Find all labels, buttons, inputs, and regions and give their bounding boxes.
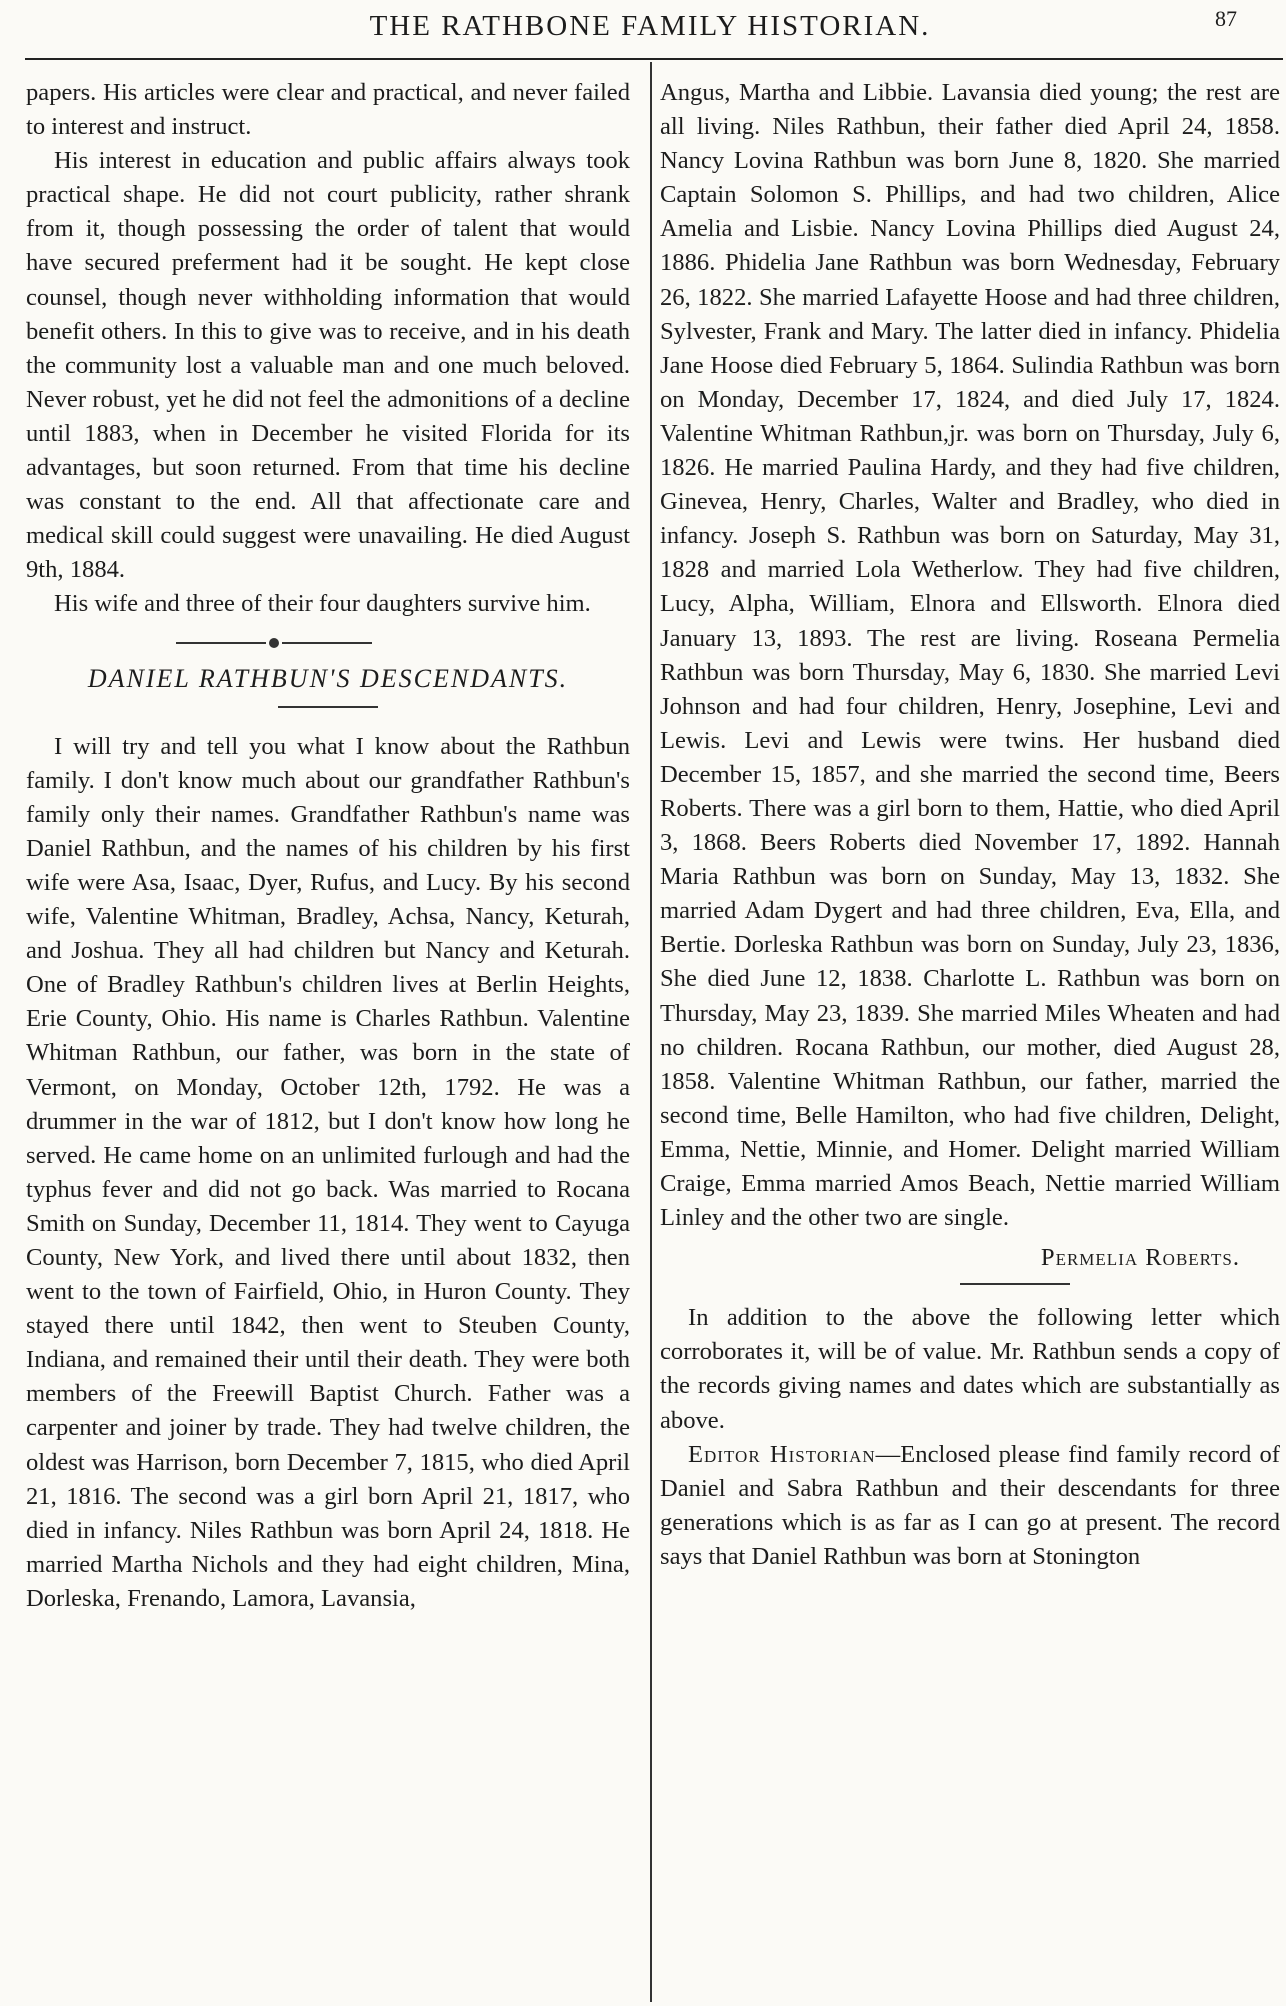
- column-divider: [650, 62, 652, 2002]
- paragraph: papers. His articles were clear and practical, and never failed to interest and instruct.: [26, 79, 630, 141]
- right-column: [660, 76, 1280, 1574]
- separator-rule: [960, 1283, 1070, 1285]
- editor-lead: Editor Historian: [688, 1440, 876, 1468]
- paragraph: His wife and three of their four daughters survive him.: [54, 590, 591, 618]
- heading-rule: [278, 706, 378, 708]
- editor-text: —Enclosed please find family record of Daniel and Sabra Rathbun and their descendants for three generations which is as far as I can go at present. The record says that Daniel Rathbun was born at Stonington: [660, 1440, 1280, 1570]
- paragraph: Angus, Martha and Libbie. Lavansia died young; the rest are all living. Niles Rathbun, their father died April 24, 1858. Nancy Lovina Rathbun was born June 8, 1820. She married Captain Solomon S. Phillips, and had two children, Alice Amelia and Lisbie. Nancy Lovina Phillips died August 24, 1886. Phidelia Jane Rathbun was born Wednesday, February 26, 1822. She married Lafayette Hoose and had three children, Sylvester, Frank and Mary. The latter died in infancy. Phidelia Jane Hoose died February 5, 1864. Sulindia Rathbun was born on Monday, December 17, 1824, and died July 17, 1824. Valentine Whitman Rathbun,jr. was born on Thursday, July 6, 1826. He married Paulina Hardy, and they had five children, Ginevea, Henry, Charles, Walter and Bradley, who died in infancy. Joseph S. Rathbun was born on Saturday, May 31, 1828 and married Lola Wetherlow. They had five children, Lucy, Alpha, William, Elnora and Ellsworth. Elnora died January 13, 1893. The rest are living. Roseana Permelia Rathbun was born Thursday, May 6, 1830. She married Levi Johnson and had four children, Henry, Josephine, Levi and Lewis. Levi and Lewis were twins. Her husband died December 15, 1857, and she married the second time, Beers Roberts. There was a girl born to them, Hattie, who died April 3, 1868. Beers Roberts died November 17, 1892. Hannah Maria Rathbun was born on Sunday, May 13, 1832. She married Adam Dygert and had three children, Eva, Ella, and Bertie. Dorleska Rathbun was born on Sunday, July 23, 1836, She died June 12, 1838. Charlotte L. Rathbun was born on Thursday, May 23, 1839. She married Miles Wheaten and had no children. Rocana Rathbun, our mother, died August 28, 1858. Valentine Whitman Rathbun, our father, married the second time, Belle Hamilton, who had five children, Delight, Emma, Nettie, Minnie, and Homer. Delight married William Craige, Emma married Amos Beach, Nettie married William Linley and the other two are single.: [660, 79, 1280, 1232]
- page-number: 87: [1215, 6, 1237, 31]
- editor-paragraph: [660, 1438, 1280, 1574]
- left-column: [26, 76, 630, 1616]
- paragraph: His interest in education and public affairs always took practical shape. He did not court publicity, rather shrank from it, though possessing the order of talent that would have secured preferment had it be sought. He kept close counsel, though never withholding information that would benefit others. In this to give was to receive, and in his death the community lost a valuable man and one much beloved. Never robust, yet he did not feel the admonitions of a decline until 1883, when in December he visited Florida for its advantages, but soon returned. From that time his decline was constant to the end. All that affectionate care and medical skill could suggest were unavailing. He died August 9th, 1884.: [26, 147, 630, 584]
- section-heading: DANIEL RATHBUN'S DESCENDANTS.: [87, 663, 569, 693]
- page-header: [0, 0, 1286, 62]
- header-rule: [25, 58, 1283, 60]
- running-title: THE RATHBONE FAMILY HISTORIAN.: [369, 10, 931, 42]
- paragraph: I will try and tell you what I know about the Rathbun family. I don't know much about our grandfather Rathbun's family only their names. Grandfather Rathbun's name was Daniel Rathbun, and the names of his children by his first wife were Asa, Isaac, Dyer, Rufus, and Lucy. By his second wife, Valentine Whitman, Bradley, Achsa, Nancy, Keturah, and Joshua. They all had children but Nancy and Keturah. One of Bradley Rathbun's children lives at Berlin Heights, Erie County, Ohio. His name is Charles Rathbun. Valentine Whitman Rathbun, our father, was born in the state of Vermont, on Monday, October 12th, 1792. He was a drummer in the war of 1812, but I don't know how long he served. He came home on an unlimited furlough and had the typhus fever and did not go back. Was married to Rocana Smith on Sunday, December 11, 1814. They went to Cayuga County, New York, and lived there until about 1832, then went to the town of Fairfield, Ohio, in Huron County. They stayed there until 1842, then went to Steuben County, Indiana, and remained their until their death. They were both members of the Freewill Baptist Church. Father was a carpenter and joiner by trade. They had twelve children, the oldest was Harrison, born December 7, 1815, who died April 21, 1816. The second was a girl born April 21, 1817, who died in infancy. Niles Rathbun was born April 24, 1818. He married Martha Nichols and they had eight children, Mina, Dorleska, Frenando, Lamora, Lavansia,: [26, 732, 630, 1612]
- paragraph: In addition to the above the following letter which corroborates it, will be of value. Mr. Rathbun sends a copy of the records giving names and dates which are substantially as above.: [660, 1304, 1280, 1434]
- ornament-rule: [26, 632, 630, 654]
- signature: Permelia Roberts.: [1040, 1244, 1240, 1272]
